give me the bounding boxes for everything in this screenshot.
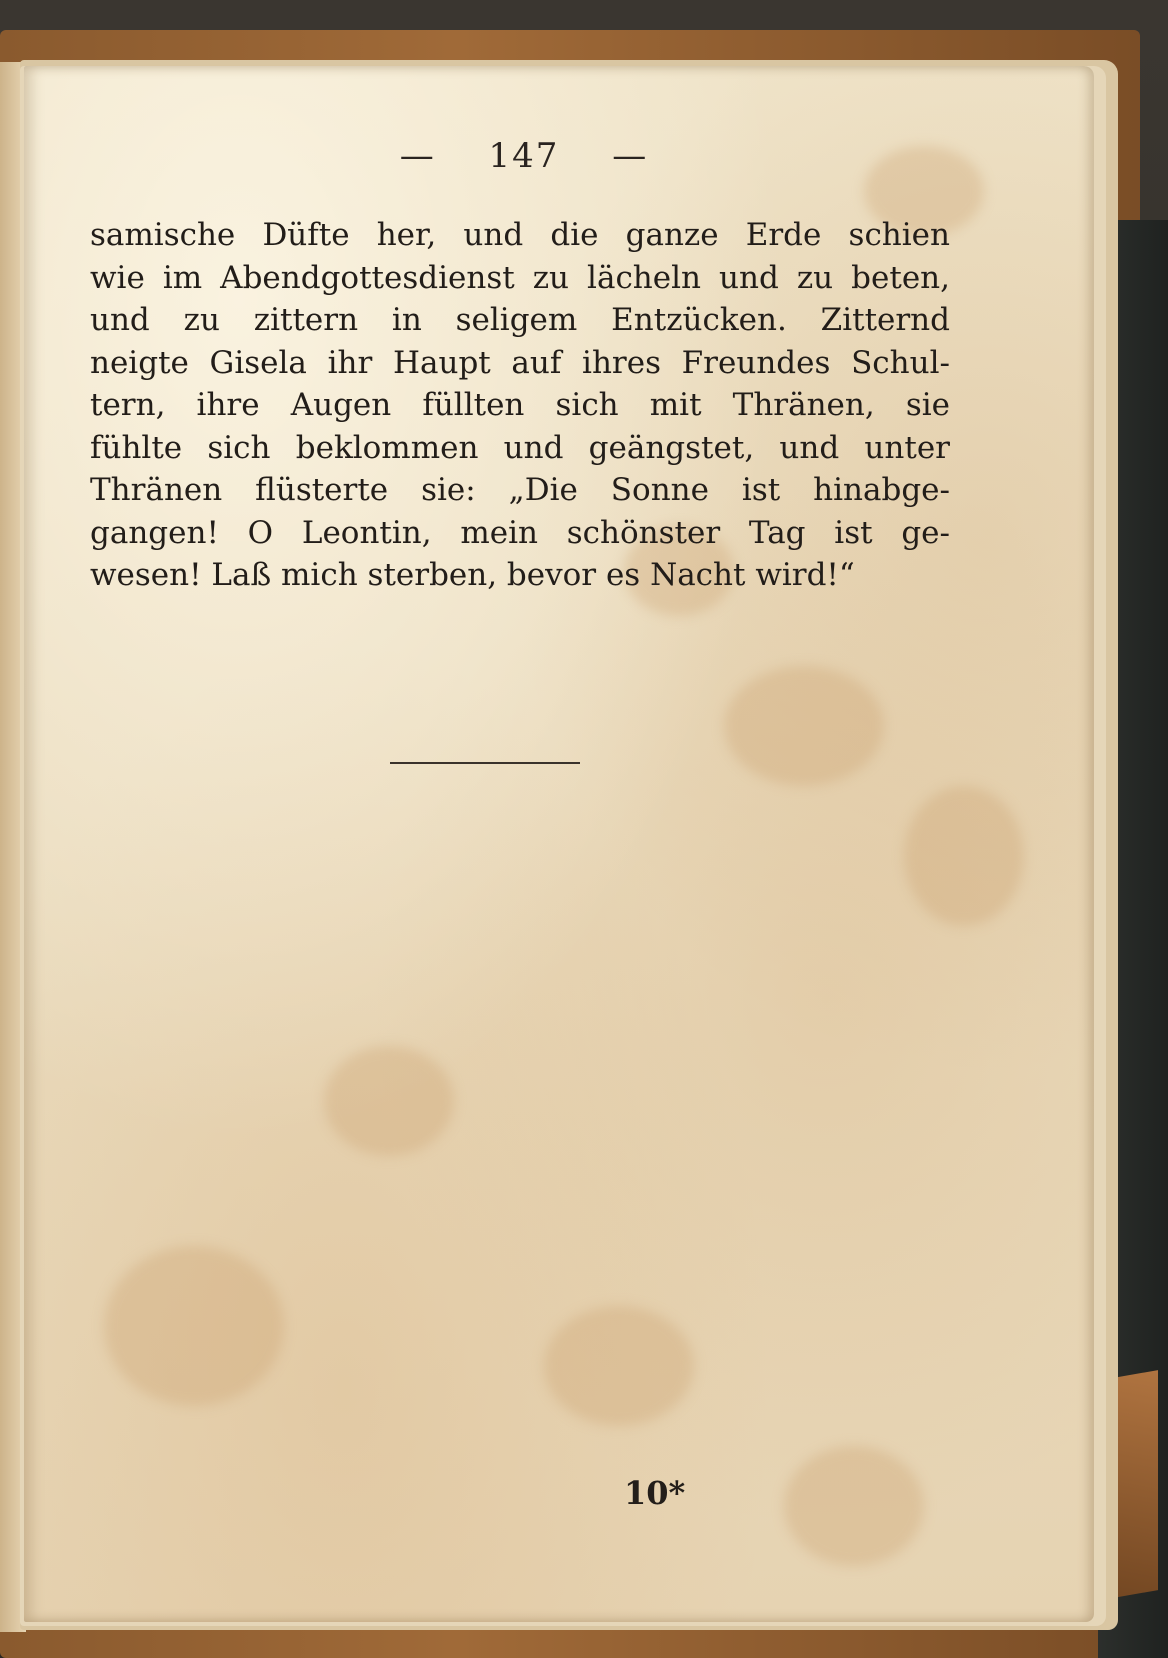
foxing-stain (784, 1446, 924, 1566)
text-line: gangen! O Leontin, mein schönster Tag ist ge- (90, 514, 950, 551)
foxing-stain (104, 1246, 284, 1406)
header-dash-right: — (612, 136, 649, 176)
text-line: Thränen flüsterte sie: „Die Sonne ist hinabge- (90, 472, 950, 508)
running-header (24, 136, 1024, 176)
foxing-stain (544, 1306, 694, 1426)
text-line: samische Düfte her, und die ganze Erde schien (90, 217, 950, 253)
foxing-stain (904, 786, 1024, 926)
foxing-stain (724, 666, 884, 786)
header-dash-left: — (399, 136, 436, 176)
text-line: fühlte sich beklommen und geängstet, und unter (90, 429, 950, 466)
text-line: wesen! Laß mich sterben, bevor es Nacht wird!“ (90, 557, 855, 593)
body-text (90, 214, 950, 597)
text-line: tern, ihre Augen füllten sich mit Thränen, sie (90, 387, 950, 423)
foxing-stain (324, 1046, 454, 1156)
book-page (24, 66, 1094, 1622)
text-line: wie im Abendgottesdienst zu lächeln und zu beten, (90, 259, 950, 296)
page-number: 147 (488, 136, 560, 176)
text-line: und zu zittern in seligem Entzücken. Zitternd (90, 302, 950, 338)
signature-mark: 10* (624, 1474, 686, 1512)
text-line: neigte Gisela ihr Haupt auf ihres Freundes Schul- (90, 344, 950, 381)
section-divider-rule (390, 762, 580, 764)
